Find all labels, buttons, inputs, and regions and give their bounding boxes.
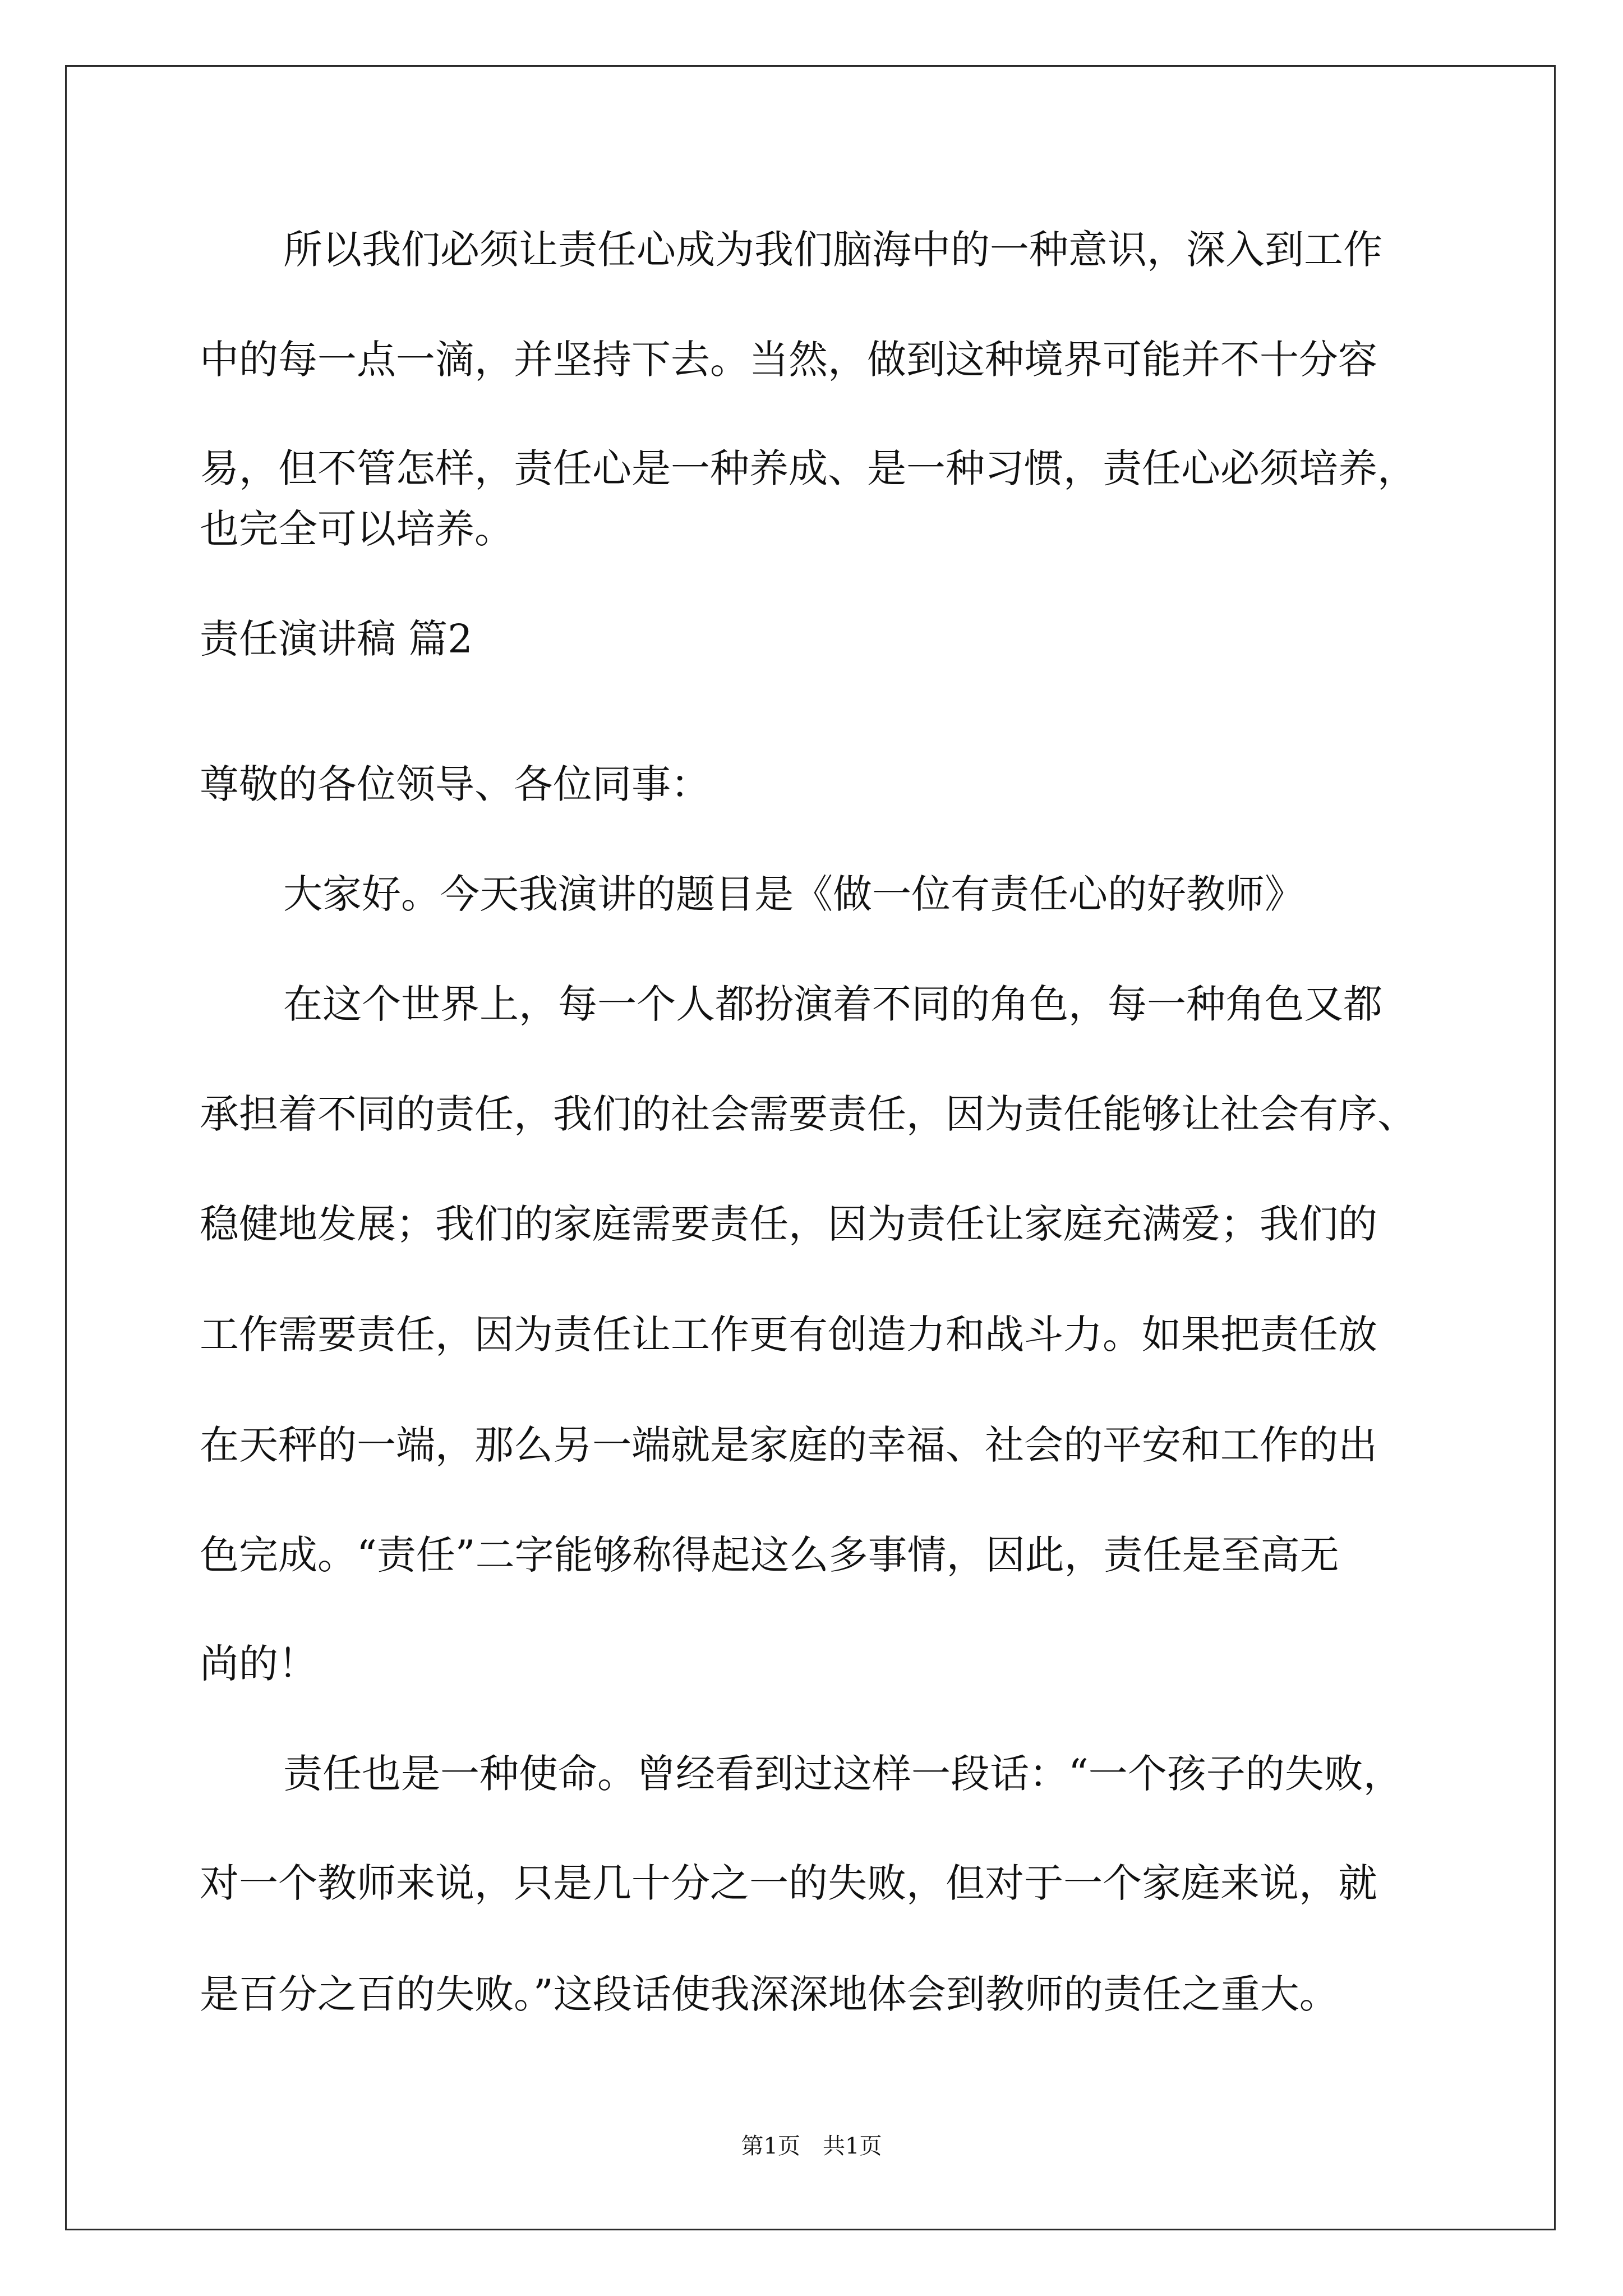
paragraph-2-line-2: 承担着不同的责任，我们的社会需要责任，因为责任能够让社会有序、 xyxy=(200,1091,1417,1137)
paragraph-3-line-3: 是百分之百的失败。”这段话使我深深地体会到教师的责任之重大。 xyxy=(200,1971,1339,2017)
paragraph-2-line-6: 色完成。“责任”二字能够称得起这么多事情，因此，责任是至高无 xyxy=(200,1532,1339,1578)
paragraph-1-line-1: 所以我们必须让责任心成为我们脑海中的一种意识，深入到工作 xyxy=(283,227,1382,273)
paragraph-2-line-3: 稳健地发展；我们的家庭需要责任，因为责任让家庭充满爱；我们的 xyxy=(200,1201,1377,1247)
paragraph-2-line-4: 工作需要责任，因为责任让工作更有创造力和战斗力。如果把责任放 xyxy=(200,1312,1377,1358)
page-footer: 第1页 共1页 xyxy=(741,2133,882,2159)
paragraph-2-line-7: 尚的！ xyxy=(200,1641,317,1687)
paragraph-3-line-1: 责任也是一种使命。曾经看到过这样一段话：“一个孩子的失败， xyxy=(283,1751,1403,1797)
greeting-line: 大家好。今天我演讲的题目是《做一位有责任心的好教师》 xyxy=(283,871,1304,917)
paragraph-1-line-4: 也完全可以培养。 xyxy=(200,506,514,552)
paragraph-3-line-2: 对一个教师来说，只是几十分之一的失败，但对于一个家庭来说，就 xyxy=(200,1860,1377,1906)
paragraph-1-line-3: 易，但不管怎样，责任心是一种养成、是一种习惯，责任心必须培养， xyxy=(200,445,1417,491)
section-heading: 责任演讲稿 篇2 xyxy=(200,616,473,662)
paragraph-2-line-5: 在天秤的一端，那么另一端就是家庭的幸福、社会的平安和工作的出 xyxy=(200,1422,1377,1468)
paragraph-2-line-1: 在这个世界上，每一个人都扮演着不同的角色，每一种角色又都 xyxy=(283,981,1382,1027)
salutation: 尊敬的各位领导、各位同事： xyxy=(200,761,710,807)
paragraph-1-line-2: 中的每一点一滴，并坚持下去。当然，做到这种境界可能并不十分容 xyxy=(200,337,1377,383)
